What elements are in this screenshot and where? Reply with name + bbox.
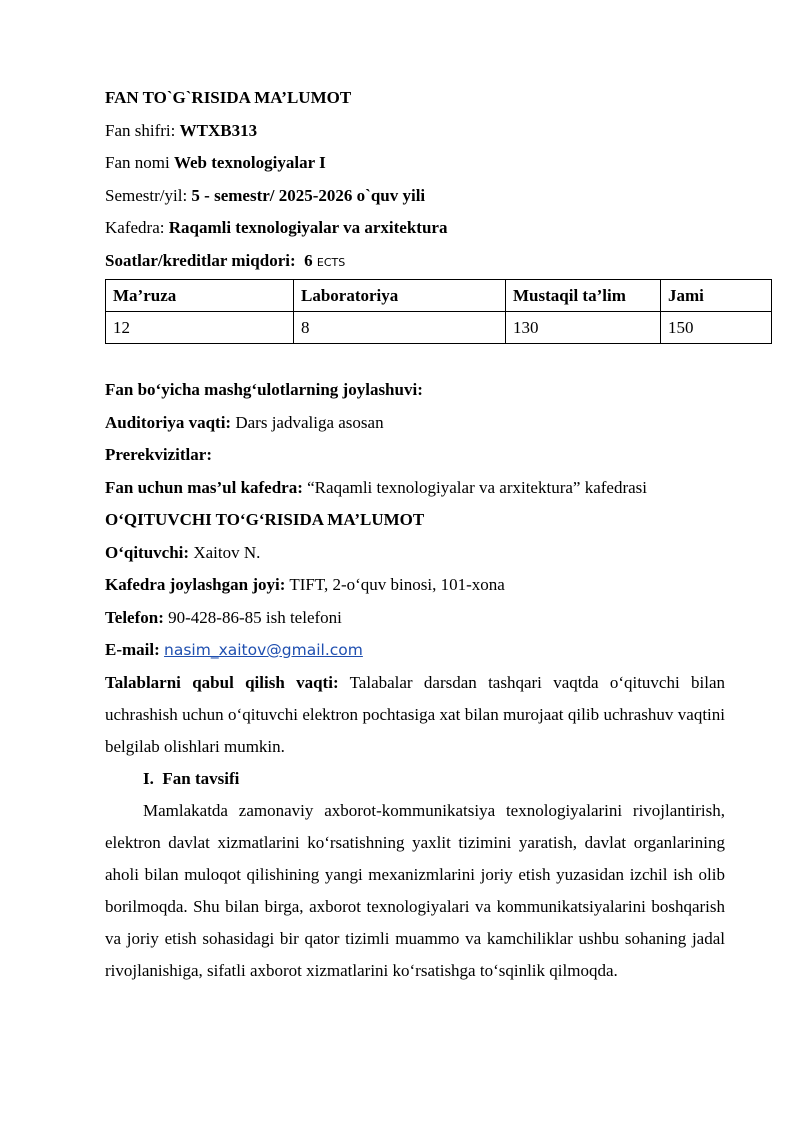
hours-table xyxy=(105,279,772,344)
hours-table-row xyxy=(106,312,772,344)
auditorium-value: Dars jadvaliga asosan xyxy=(235,412,384,432)
credits-unit: ECTS xyxy=(316,255,346,269)
credits-label: Soatlar/kreditlar miqdori: xyxy=(105,250,296,270)
phone-value: 90-428-86-85 ish telefoni xyxy=(168,607,342,627)
department-row xyxy=(105,212,725,245)
semester-value: 5 - semestr/ 2025-2026 o`quv yili xyxy=(191,185,426,205)
course-name-value: Web texnologiyalar I xyxy=(173,153,326,172)
reception-paragraph xyxy=(105,667,725,763)
cell-total: 150 xyxy=(661,312,772,344)
course-name-label: Fan nomi xyxy=(105,153,170,172)
cell-laboratory: 8 xyxy=(294,312,506,344)
location-value: TIFT, 2-o‘quv binosi, 101-xona xyxy=(289,575,505,594)
responsible-dept-row xyxy=(105,472,725,505)
location-row xyxy=(105,569,725,602)
auditorium-label: Auditoriya vaqti: xyxy=(105,412,232,432)
placement-heading: Fan bo‘yicha mashg‘ulotlarning joylashuvi: xyxy=(105,380,423,399)
header-laboratory: Laboratoriya xyxy=(294,280,506,312)
cell-lecture: 12 xyxy=(106,312,294,344)
course-name-row xyxy=(105,147,725,180)
reception-value: Talabalar darsdan tashqari vaqtda o‘qituvchi bilan uchrashish uchun o‘qituvchi elektron pochtasiga xat bilan murojaat qilib uchrashuv vaqtini belgilab olishlari mumkin. xyxy=(105,672,725,756)
responsible-dept-value: “Raqamli texnologiyalar va arxitektura” kafedrasi xyxy=(307,477,647,497)
email-label: E-mail: xyxy=(105,640,160,659)
teacher-row xyxy=(105,537,725,570)
section-title: Fan tavsifi xyxy=(162,768,240,788)
schedule-and-teacher-block xyxy=(105,374,725,987)
hours-table-header-row xyxy=(106,280,772,312)
header-total: Jami xyxy=(661,280,772,312)
teacher-value: Xaitov N. xyxy=(193,542,261,562)
phone-label: Telefon: xyxy=(105,607,164,627)
course-code-row xyxy=(105,115,725,148)
header-lecture: Ma’ruza xyxy=(106,280,294,312)
course-description-paragraph: Mamlakatda zamonaviy axborot-kommunikatsiya texnologiyalarini rivojlantirish, elektron davlat xizmatlarini ko‘rsatishning yaxlit tizimini yaratish, davlat organlarining aholi bilan muloqot qilishining yangi mexanizmlarini joriy etish yuzasidan izchil ish olib borilmoqda. Shu bilan birga, axborot texnologiyalari va kommunikatsiyalarini boshqarish va joriy etish sohasidagi bir qator tizimli muammo va kamchiliklar ushbu sohaning jadal rivojlanishiga, sifatli axborot xizmatlarini ko‘rsatishga to‘sqinlik qilmoqda. xyxy=(105,800,725,980)
prerequisites-row: Prerekvizitlar: xyxy=(105,445,212,464)
semester-row xyxy=(105,180,725,213)
section-number: I. xyxy=(143,768,154,788)
teacher-label: O‘qituvchi: xyxy=(105,542,190,562)
credits-value: 6 xyxy=(304,250,313,270)
semester-label: Semestr/yil: xyxy=(105,185,188,205)
phone-row xyxy=(105,602,725,635)
credits-row xyxy=(105,245,725,278)
department-value: Raqamli texnologiyalar va arxitektura xyxy=(168,218,448,237)
course-info-block xyxy=(105,82,725,277)
responsible-dept-label: Fan uchun mas’ul kafedra: xyxy=(105,477,303,497)
course-code-label: Fan shifri: xyxy=(105,120,176,140)
teacher-heading: O‘QITUVCHI TO‘G‘RISIDA MA’LUMOT xyxy=(105,510,425,529)
location-label: Kafedra joylashgan joyi: xyxy=(105,575,286,594)
course-code-value: WTXB313 xyxy=(179,120,258,140)
auditorium-row xyxy=(105,407,725,440)
department-label: Kafedra: xyxy=(105,218,165,237)
section-heading xyxy=(105,763,725,795)
cell-self-study: 130 xyxy=(506,312,661,344)
reception-label: Talablarni qabul qilish vaqti: xyxy=(105,672,339,692)
course-info-title: FAN TO`G`RISIDA MA’LUMOT xyxy=(105,88,352,107)
header-self-study: Mustaqil ta’lim xyxy=(506,280,661,312)
email-row xyxy=(105,634,725,667)
email-link[interactable]: nasim_xaitov@gmail.com xyxy=(164,641,363,659)
